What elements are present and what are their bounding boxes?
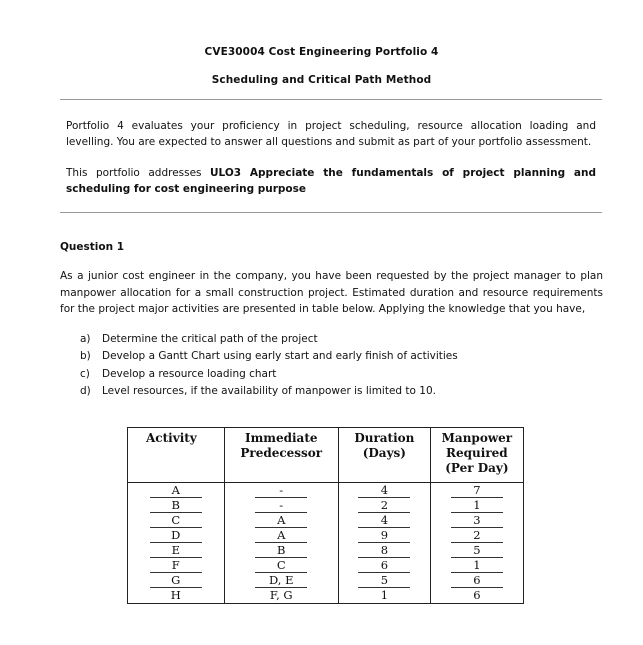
cell-predecessor: C — [255, 558, 307, 573]
cell-predecessor: - — [255, 498, 307, 513]
intro-paragraph: Portfolio 4 evaluates your proficiency in project scheduling, resource allocation loading and levelling. You are expected to answer all questions and submit as part of your portfolio assessment. — [66, 120, 596, 148]
task-text: Level resources, if the availability of manpower is limited to 10. — [102, 384, 437, 397]
question-heading: Question 1 — [60, 241, 125, 253]
cell-activity: G — [150, 573, 202, 588]
task-item — [80, 383, 458, 400]
cell-duration: 1 — [380, 588, 389, 603]
divider-top — [60, 99, 602, 100]
cell-duration: 2 — [358, 498, 410, 513]
cell-manpower: 2 — [451, 528, 503, 543]
course-title: CVE30004 Cost Engineering Portfolio 4 — [204, 46, 439, 58]
cell-duration: 8 — [358, 543, 410, 558]
cell-duration: 4 — [358, 513, 410, 528]
cell-activity: H — [170, 588, 181, 603]
cell-activity: E — [150, 543, 202, 558]
task-item — [80, 331, 458, 348]
cell-predecessor: A — [255, 513, 307, 528]
cell-manpower: 1 — [451, 498, 503, 513]
task-item — [80, 348, 458, 365]
outcome-prefix: This portfolio addresses — [66, 167, 211, 179]
question-body: As a junior cost engineer in the company, you have been requested by the project manager to plan manpower allocation for a small construction project. Estimated duration and resource requirements for the project major activities are presented in table below. Applying the knowledge that you have, — [60, 270, 603, 315]
cell-activity: B — [150, 498, 202, 513]
table-row — [128, 573, 524, 588]
cell-activity: D — [150, 528, 202, 543]
table-row — [128, 513, 524, 528]
activity-table — [127, 427, 524, 604]
cell-predecessor: B — [255, 543, 307, 558]
topic-title: Scheduling and Critical Path Method — [211, 74, 432, 86]
cell-manpower: 1 — [451, 558, 503, 573]
task-label: b) — [80, 350, 91, 363]
cell-duration: 5 — [358, 573, 410, 588]
header-activity: Activity — [128, 428, 225, 483]
task-text: Develop a resource loading chart — [102, 367, 277, 380]
cell-predecessor: A — [255, 528, 307, 543]
cell-manpower: 7 — [451, 483, 503, 498]
task-list — [80, 331, 458, 400]
table-row — [128, 558, 524, 573]
divider-bottom — [60, 212, 602, 213]
task-text: Determine the critical path of the project — [102, 333, 318, 345]
cell-predecessor: F, G — [269, 588, 293, 603]
task-text: Develop a Gantt Chart using early start and early finish of activities — [102, 350, 458, 363]
cell-activity: F — [150, 558, 202, 573]
task-label: a) — [80, 333, 91, 345]
cell-duration: 6 — [358, 558, 410, 573]
table-row — [128, 588, 524, 603]
outcome-text: ULO3 Appreciate the fundamentals of project planning and scheduling for cost engineering purpose — [66, 167, 596, 195]
task-label: c) — [80, 367, 90, 380]
table-row — [128, 528, 524, 543]
cell-manpower: 6 — [473, 588, 481, 603]
table-row — [128, 498, 524, 513]
outcome-paragraph — [66, 165, 596, 197]
cell-activity: A — [150, 483, 202, 498]
header-manpower: Manpower Required (Per Day) — [430, 428, 523, 483]
header-duration: Duration (Days) — [338, 428, 430, 483]
cell-manpower: 5 — [451, 543, 503, 558]
cell-manpower: 6 — [451, 573, 503, 588]
header-predecessor: Immediate Predecessor — [224, 428, 338, 483]
cell-predecessor: D, E — [255, 573, 307, 588]
task-label: d) — [80, 384, 91, 397]
table-header-row — [128, 428, 524, 483]
table-row — [128, 543, 524, 558]
cell-manpower: 3 — [451, 513, 503, 528]
table-row — [128, 483, 524, 499]
cell-duration: 4 — [358, 483, 410, 498]
task-item — [80, 366, 458, 383]
cell-predecessor: - — [255, 483, 307, 498]
cell-activity: C — [150, 513, 202, 528]
cell-duration: 9 — [358, 528, 410, 543]
